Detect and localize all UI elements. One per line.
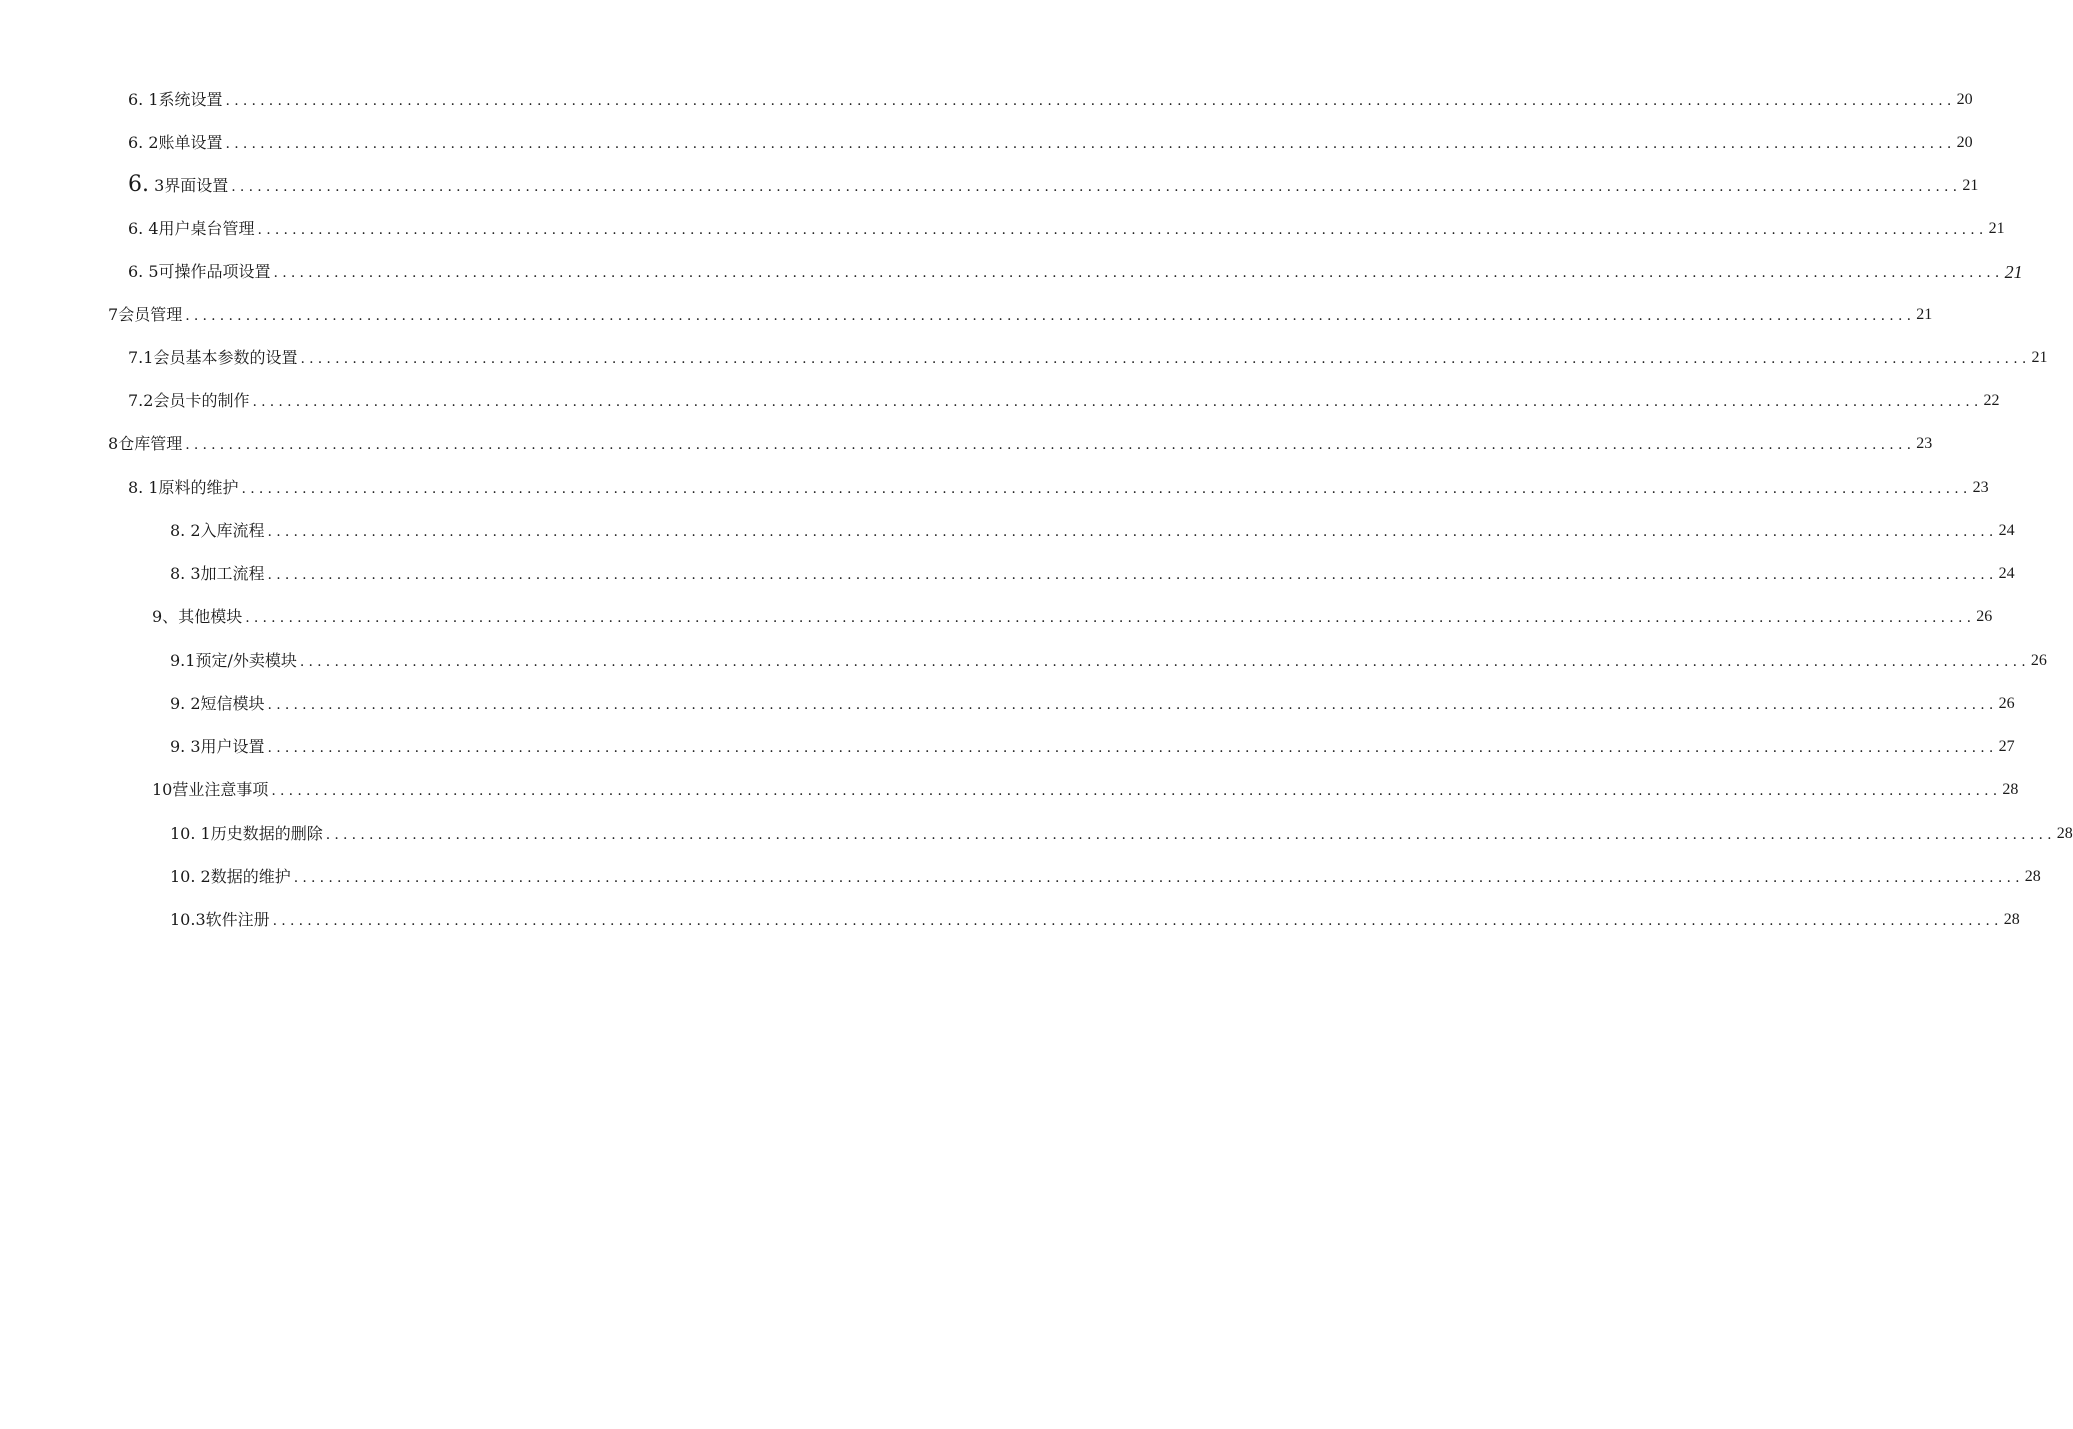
toc-entry-title: 9. 3用户设置 [170,737,265,756]
toc-entry-6-2[interactable] [128,127,1973,153]
toc-entry-title: 7.2会员卡的制作 [128,391,250,410]
toc-dot-leader: ........................................................................................................................................................................................................ [241,481,1972,497]
toc-entry-7-1[interactable] [128,342,2048,368]
toc-entry-7[interactable] [108,299,1933,325]
toc-entry-title: 7.1会员基本参数的设置 [128,348,298,367]
toc-dot-leader: ........................................................................................................................................................................................................ [267,740,1998,756]
toc-entry-9-2[interactable] [170,688,2015,714]
toc-entry-title: 6. 2账单设置 [128,133,223,152]
toc-dot-leader: ........................................................................................................................................................................................................ [293,870,2024,886]
toc-dot-leader: ........................................................................................................................................................................................................ [252,394,1983,410]
toc-entry-title: 6. 4用户桌台管理 [128,219,255,238]
toc-page-number: 26 [1998,695,2015,712]
toc-page-number: 24 [1998,565,2015,582]
toc-entry-title: 8仓库管理 [108,434,183,453]
toc-entry-title: 10营业注意事项 [152,780,269,799]
toc-entry-10-2[interactable] [170,861,2041,887]
toc-dot-leader: ........................................................................................................................................................................................................ [273,265,2004,281]
toc-entry-title: 6. 5可操作品项设置 [128,262,271,281]
toc-dot-leader: ........................................................................................................................................................................................................ [225,136,1956,152]
toc-entry-6-4[interactable] [128,213,2005,239]
toc-entry-9-3[interactable] [170,731,2015,757]
toc-page-number: 21 [1916,306,1933,323]
toc-page-number: 21 [2031,349,2048,366]
toc-entry-8-1[interactable] [128,472,1989,498]
toc-dot-leader: ........................................................................................................................................................................................................ [272,913,2003,929]
toc-page-number: 28 [2024,868,2041,885]
toc-dot-leader: ........................................................................................................................................................................................................ [257,222,1988,238]
toc-entry-title: 10.3软件注册 [170,910,270,929]
toc-dot-leader: ........................................................................................................................................................................................................ [231,179,1962,195]
toc-entry-title: 9.1预定/外卖模块 [170,651,297,670]
toc-entry-10-1[interactable] [170,818,2073,844]
toc-page-number: 27 [1998,738,2015,755]
toc-entry-title: 7会员管理 [108,305,183,324]
toc-entry-8-2[interactable] [170,515,2015,541]
toc-entry-title: 6. 1系统设置 [128,90,223,109]
toc-dot-leader: ........................................................................................................................................................................................................ [245,610,1976,626]
toc-entry-10-3[interactable] [170,904,2020,930]
toc-page-number: 24 [1998,522,2015,539]
toc-entry-9[interactable] [152,601,1993,627]
toc-page-number: 20 [1956,91,1973,108]
toc-dot-leader: ........................................................................................................................................................................................................ [267,524,1998,540]
toc-page-number: 21 [1988,220,2005,237]
toc-dot-leader: ........................................................................................................................................................................................................ [225,93,1956,109]
toc-entry-10[interactable] [152,774,2019,800]
toc-page-number: 26 [2030,652,2047,669]
toc-dot-leader: ........................................................................................................................................................................................................ [185,308,1916,324]
toc-page-number: 20 [1956,134,1973,151]
toc-entry-7-2[interactable] [128,385,2000,411]
toc-entry-title: 8. 2入库流程 [170,521,265,540]
toc-entry-8[interactable] [108,428,1933,454]
toc-entry-title: 6. 3界面设置 [128,172,229,197]
toc-page-number: 23 [1916,435,1933,452]
toc-page-number: 28 [2002,781,2019,798]
toc-page-number: 21 [2004,262,2023,282]
toc-page-number: 23 [1972,479,1989,496]
toc-page-number: 28 [2056,825,2073,842]
toc-dot-leader: ........................................................................................................................................................................................................ [325,827,2056,843]
toc-dot-leader: ........................................................................................................................................................................................................ [267,697,1998,713]
toc-entry-title: 8. 1原料的维护 [128,478,239,497]
toc-page-number: 22 [1983,392,2000,409]
toc-entry-title: 9. 2短信模块 [170,694,265,713]
toc-page-number: 26 [1976,608,1993,625]
toc-dot-leader: ........................................................................................................................................................................................................ [299,654,2030,670]
toc-dot-leader: ........................................................................................................................................................................................................ [271,783,2002,799]
toc-dot-leader: ........................................................................................................................................................................................................ [300,351,2031,367]
toc-entry-6-3[interactable] [128,170,1979,197]
toc-dot-leader: ........................................................................................................................................................................................................ [267,567,1998,583]
toc-page-number: 21 [1962,177,1979,194]
toc-entry-6-1[interactable] [128,84,1973,110]
toc-entry-title: 10. 2数据的维护 [170,867,291,886]
toc-entry-9-1[interactable] [170,645,2047,671]
toc-dot-leader: ........................................................................................................................................................................................................ [185,437,1916,453]
toc-entry-8-3[interactable] [170,558,2015,584]
toc-entry-title: 10. 1历史数据的删除 [170,824,323,843]
toc-entry-6-5[interactable] [128,256,2023,282]
toc-entry-title: 9、其他模块 [152,607,243,626]
toc-page-number: 28 [2003,911,2020,928]
toc-entry-title: 8. 3加工流程 [170,564,265,583]
